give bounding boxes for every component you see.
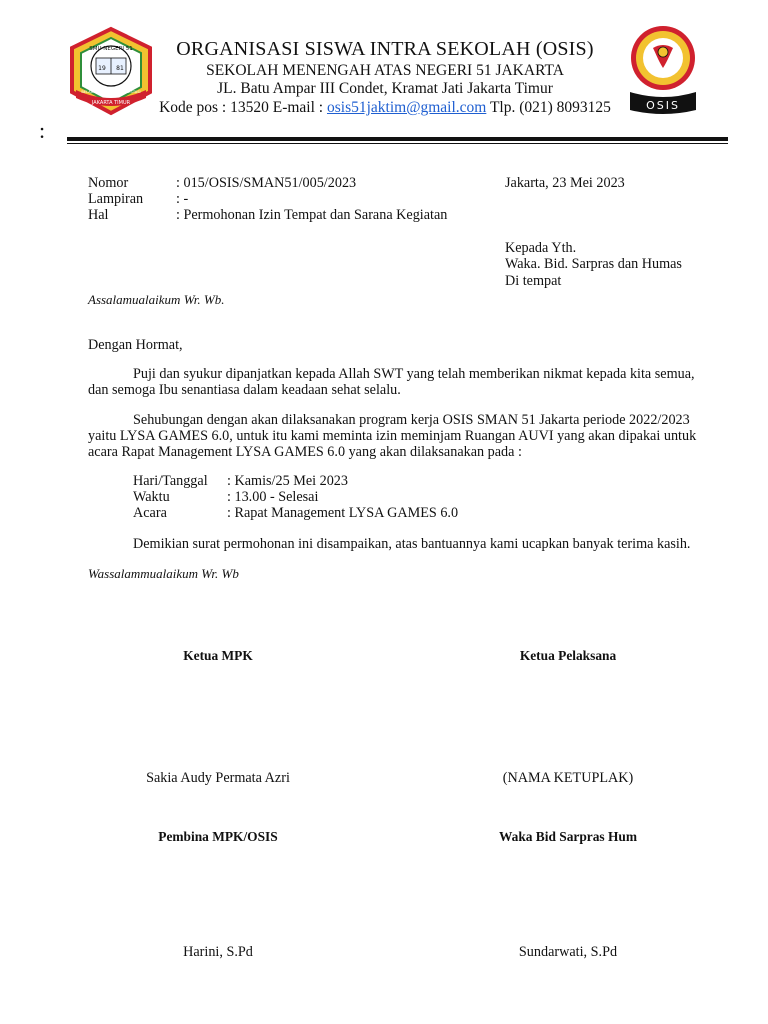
recipient-line-2: Waka. Bid. Sarpras dan Humas (505, 256, 682, 272)
stray-colon-mark: : (39, 118, 46, 143)
letterhead-divider-thick (67, 137, 728, 141)
recipient-line-3: Di tempat (505, 273, 562, 289)
closing-statement: Demikian surat permohonan ini disampaikan, atas bantuannya kami ucapkan banyak terima kasih. (133, 536, 691, 552)
detail-label: Hari/Tanggal (133, 473, 208, 489)
school-name: SEKOLAH MENENGAH ATAS NEGERI 51 JAKARTA (206, 62, 564, 79)
signature-role: Ketua Pelaksana (519, 648, 617, 663)
nomor-value: : 015/OSIS/SMAN51/005/2023 (176, 175, 357, 191)
paragraph-2-line-3: acara Rapat Management LYSA GAMES 6.0 yang akan dilaksanakan pada : (88, 444, 522, 460)
lampiran-label: Lampiran (88, 191, 144, 207)
paragraph-2-line-2: yaitu LYSA GAMES 6.0, untuk itu kami meminta izin meminjam Ruangan AUVI yang akan dipakai untuk (88, 428, 697, 444)
svg-text:JAKARTA TIMUR: JAKARTA TIMUR (91, 100, 131, 106)
detail-label: Acara (133, 505, 167, 521)
letterhead-divider-thin (67, 143, 728, 144)
detail-value: : Rapat Management LYSA GAMES 6.0 (227, 505, 459, 521)
hal-label: Hal (88, 207, 109, 223)
school-address: JL. Batu Ampar III Condet, Kramat Jati Jakarta Timur (217, 80, 553, 97)
paragraph-1-line-1: Puji dan syukur dipanjatkan kepada Allah SWT yang telah memberikan nikmat kepada kita semua, (133, 366, 695, 382)
signature-role: Ketua MPK (183, 648, 253, 663)
svg-text:19: 19 (98, 65, 106, 72)
signature-name: (NAMA KETUPLAK) (502, 770, 634, 786)
svg-text:SMU NEGERI 51: SMU NEGERI 51 (89, 46, 133, 52)
farewell: Wassalammualaikum Wr. Wb (88, 566, 239, 581)
contact-line (120, 99, 650, 117)
detail-label: Waktu (133, 489, 170, 505)
place-date: Jakarta, 23 Mei 2023 (505, 175, 625, 191)
svg-text:81: 81 (116, 65, 124, 72)
hal-value: : Permohonan Izin Tempat dan Sarana Kegiatan (176, 207, 448, 223)
detail-value: : 13.00 - Selesai (227, 489, 319, 505)
greeting: Dengan Hormat, (88, 337, 183, 353)
svg-text:BELAJAR BERLATIH BERPRESTASI: BELAJAR BERLATIH BERPRESTASI (81, 90, 141, 94)
signature-role: Waka Bid Sarpras Hum (498, 829, 638, 844)
lampiran-value: : - (176, 191, 189, 207)
signature-role: Pembina MPK/OSIS (158, 829, 278, 844)
signature-name: Sundarwati, S.Pd (518, 944, 618, 960)
signature-name: Harini, S.Pd (183, 944, 253, 960)
contact-prefix: Kode pos : 13520 E-mail : (159, 99, 327, 116)
email-link[interactable]: osis51jaktim@gmail.com (326, 99, 487, 116)
contact-suffix: Tlp. (021) 8093125 (486, 99, 611, 116)
svg-text:OSIS: OSIS (646, 99, 680, 112)
nomor-label: Nomor (88, 175, 129, 191)
osis-logo (624, 22, 702, 116)
recipient-line-1: Kepada Yth. (505, 240, 577, 256)
organization-title: ORGANISASI SISWA INTRA SEKOLAH (OSIS) (176, 38, 594, 60)
paragraph-1-line-2: dan semoga Ibu senantiasa dalam keadaan sehat selalu. (88, 382, 401, 398)
paragraph-2-line-1: Sehubungan dengan akan dilaksanakan program kerja OSIS SMAN 51 Jakarta periode 2022/2023 (133, 412, 690, 428)
signature-name: Sakia Audy Permata Azri (146, 770, 290, 786)
detail-value: : Kamis/25 Mei 2023 (227, 473, 348, 489)
salutation: Assalamualaikum Wr. Wb. (88, 292, 225, 307)
